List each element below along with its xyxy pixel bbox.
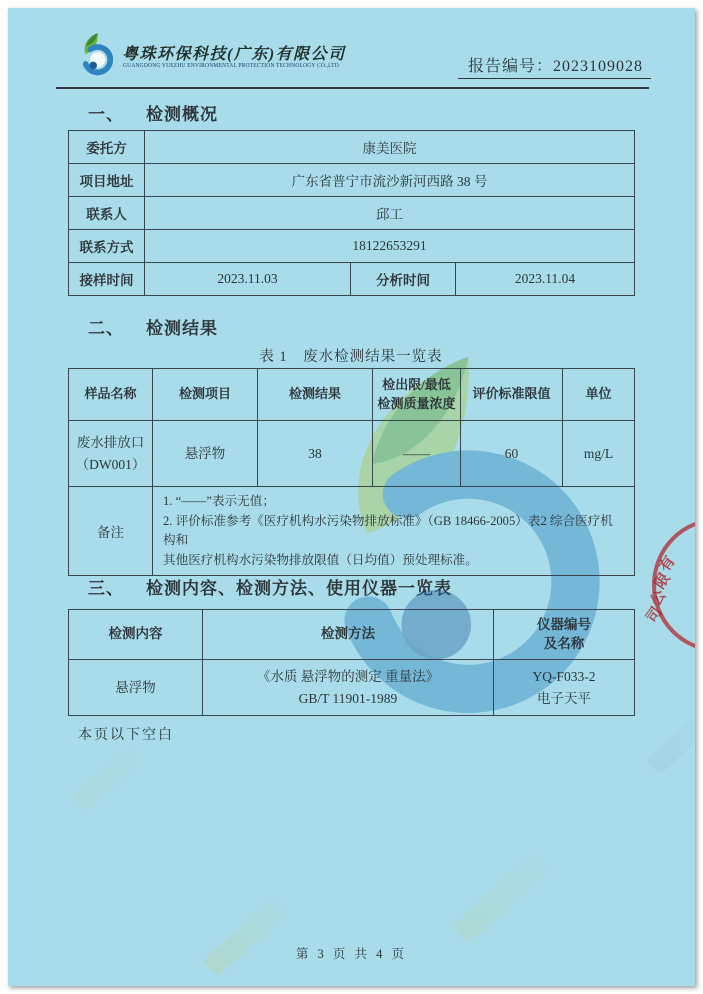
- company-logo-icon: [78, 30, 116, 78]
- section-method-label: 检测内容、检测方法、使用仪器一览表: [146, 579, 452, 598]
- contact-phone-label: 联系方式: [69, 230, 145, 263]
- analysis-date-label: 分析时间: [351, 263, 456, 296]
- faint-anticopy-mark: [203, 897, 288, 977]
- red-stamp-text: 司: [643, 604, 666, 627]
- header-divider: [56, 87, 649, 89]
- company-name: 粤珠环保科技(广东)有限公司: [122, 46, 346, 63]
- scanned-report-page: [8, 8, 695, 986]
- col-detection-limit: 检出限/最低检测质量浓度: [373, 369, 461, 421]
- remark-line2: 2. 评价标准参考《医疗机构水污染物排放标准》（GB 18466-2005）表2 综合医疗机构和: [163, 513, 613, 548]
- section-method-number: 三、: [88, 579, 124, 598]
- col-standard-limit: 评价标准限值: [461, 369, 563, 421]
- table-row: [69, 197, 635, 230]
- detection-limit-cell: ——: [373, 421, 461, 487]
- section-results-title: [88, 314, 218, 339]
- section-overview-number: 一、: [88, 105, 124, 124]
- section-overview-label: 检测概况: [146, 105, 218, 124]
- table-header-row: [69, 369, 635, 421]
- method-table: [68, 609, 635, 716]
- instrument-cell: [494, 660, 635, 716]
- section-method-title: [88, 574, 452, 599]
- sample-name-line2: （DW001）: [75, 456, 146, 472]
- project-address-value: 广东省普宁市流沙新河西路 38 号: [145, 164, 635, 197]
- unit-cell: mg/L: [563, 421, 635, 487]
- test-method-line2: GB/T 11901-1989: [298, 690, 398, 706]
- table-row: [69, 487, 635, 576]
- col-test-item: 检测项目: [153, 369, 258, 421]
- sample-name-cell: [69, 421, 153, 487]
- analysis-date-value: 2023.11.04: [456, 263, 635, 296]
- report-number: [458, 53, 651, 79]
- section-results-label: 检测结果: [146, 319, 218, 338]
- remark-label-cell: 备注: [69, 487, 153, 576]
- instrument-line1: YQ-F033-2: [532, 668, 596, 684]
- page-number: 第 3 页 共 4 页: [295, 947, 408, 961]
- table-row: [69, 263, 635, 296]
- faint-anticopy-mark: [452, 852, 550, 943]
- test-content-cell: 悬浮物: [69, 660, 203, 716]
- results-table-title: 表 1 废水检测结果一览表: [259, 349, 443, 365]
- remark-line3: 其他医疗机构水污染物排放限值（日均值）预处理标准。: [163, 552, 478, 567]
- table-row: [69, 421, 635, 487]
- col-test-result: 检测结果: [258, 369, 373, 421]
- col-instrument-line1: 仪器编号: [537, 616, 591, 632]
- table-header-row: [69, 610, 635, 660]
- project-address-label: 项目地址: [69, 164, 145, 197]
- col-test-method: 检测方法: [203, 610, 494, 660]
- company-name-english: GUANGDONG YUEZHU ENVIRONMENTAL PROTECTION TECHNOLOGY CO.,LTD: [123, 63, 339, 69]
- contact-person-label: 联系人: [69, 197, 145, 230]
- test-method-cell: [203, 660, 494, 716]
- table-row: [69, 230, 635, 263]
- section-overview-title: [88, 100, 218, 125]
- table-row: [69, 164, 635, 197]
- table-row: [69, 131, 635, 164]
- faint-anticopy-mark: [646, 713, 695, 775]
- sampling-date-value: 2023.11.03: [145, 263, 351, 296]
- report-number-label: 报告编号：: [467, 58, 553, 75]
- blank-below-note: 本页以下空白: [78, 728, 174, 743]
- test-method-line1: 《水质 悬浮物的测定 重量法》: [256, 668, 440, 684]
- col-sample-name: 样品名称: [69, 369, 153, 421]
- sample-name-line1: 废水排放口: [76, 434, 145, 450]
- standard-limit-cell: 60: [461, 421, 563, 487]
- report-number-value: 2023109028: [553, 58, 643, 75]
- entrusting-party-label: 委托方: [69, 131, 145, 164]
- col-instrument: [494, 610, 635, 660]
- col-instrument-line2: 及名称: [543, 635, 585, 651]
- red-stamp-text: 限: [651, 570, 674, 593]
- table-row: [69, 660, 635, 716]
- contact-person-value: 邱工: [145, 197, 635, 230]
- col-test-content: 检测内容: [69, 610, 203, 660]
- sampling-date-label: 接样时间: [69, 263, 145, 296]
- contact-phone-value: 18122653291: [145, 230, 635, 263]
- remark-content-cell: [153, 487, 635, 576]
- test-result-cell: 38: [258, 421, 373, 487]
- red-stamp-text: 有: [656, 553, 679, 576]
- red-stamp-text: 公: [647, 587, 670, 610]
- test-item-cell: 悬浮物: [153, 421, 258, 487]
- col-unit: 单位: [563, 369, 635, 421]
- remark-line1: 1. “——”表示无值；: [163, 494, 275, 508]
- section-results-number: 二、: [88, 319, 124, 338]
- results-table: [68, 368, 635, 576]
- entrusting-party-value: 康美医院: [145, 131, 635, 164]
- overview-table: [68, 130, 635, 296]
- instrument-line2: 电子天平: [537, 690, 591, 706]
- faint-anticopy-mark: [72, 744, 145, 812]
